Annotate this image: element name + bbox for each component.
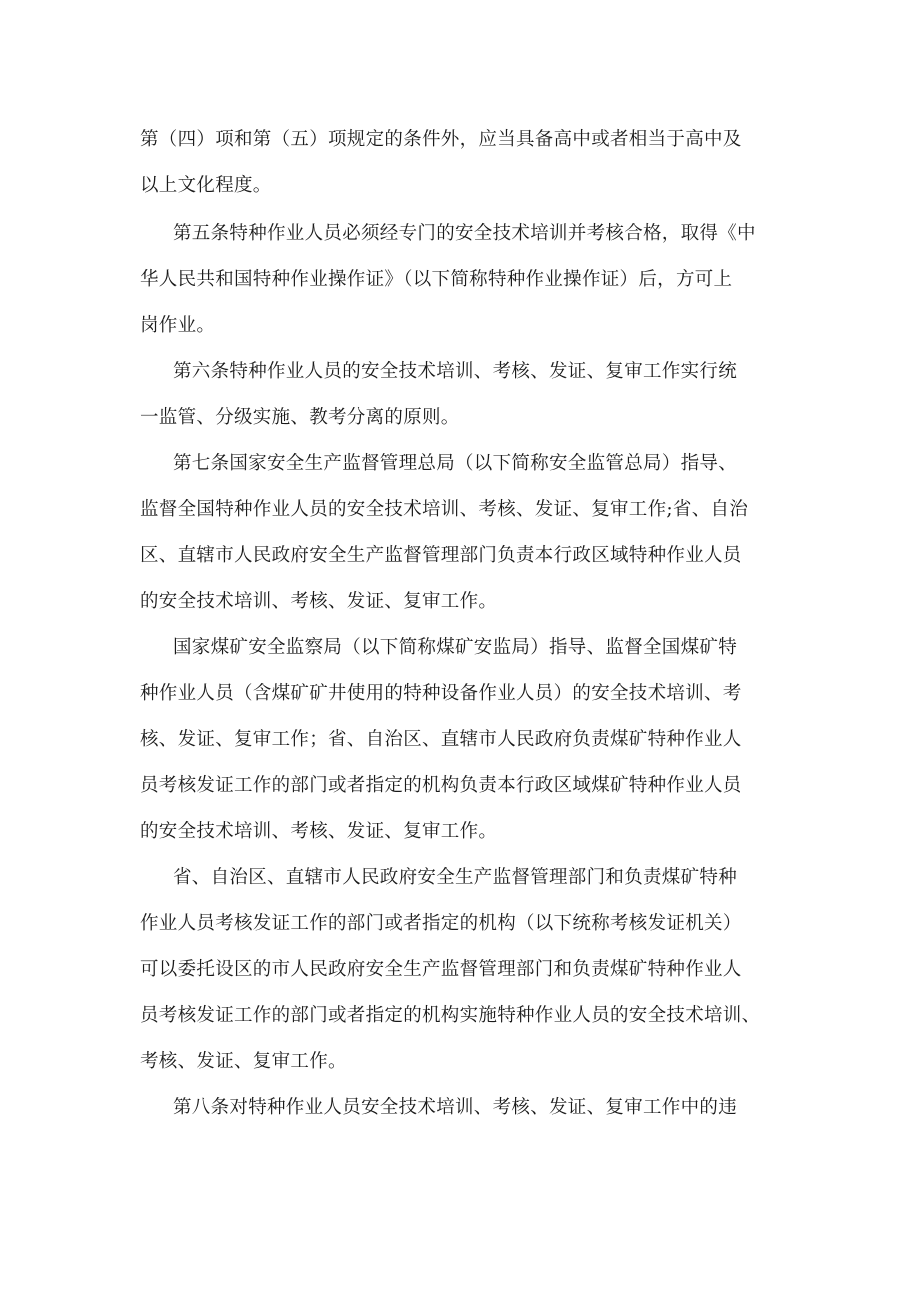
text-line: 的安全技术培训、考核、发证、复审工作。	[140, 821, 498, 842]
text-line: 员考核发证工作的部门或者指定的机构负责本行政区域煤矿特种作业人员	[140, 775, 742, 796]
paragraph-first-line: 国家煤矿安全监察局（以下简称煤矿安监局）指导、监督全国煤矿特	[173, 637, 738, 658]
paragraph-first-line: 第六条特种作业人员的安全技术培训、考核、发证、复审工作实行统	[173, 361, 738, 382]
text-line: 作业人员考核发证工作的部门或者指定的机构（以下统称考核发证机关）	[140, 913, 742, 934]
text-line: 华人民共和国特种作业操作证》（以下简称特种作业操作证）后，方可上	[140, 269, 733, 290]
paragraph-first-line: 第五条特种作业人员必须经专门的安全技术培训并考核合格，取得《中	[173, 223, 756, 244]
paragraph-first-line: 第七条国家安全生产监督管理总局（以下简称安全监管总局）指导、	[173, 453, 738, 474]
text-line: 第（四）项和第（五）项规定的条件外，应当具备高中或者相当于高中及	[140, 129, 742, 150]
paragraph-first-line: 第八条对特种作业人员安全技术培训、考核、发证、复审工作中的违	[173, 1097, 738, 1118]
paragraph-first-line: 省、自治区、直辖市人民政府安全生产监督管理部门和负责煤矿特种	[173, 867, 738, 888]
text-line: 考核、发证、复审工作。	[140, 1051, 347, 1072]
text-line: 一监管、分级实施、教考分离的原则。	[140, 407, 460, 428]
text-line: 岗作业。	[140, 315, 216, 336]
text-line: 的安全技术培训、考核、发证、复审工作。	[140, 591, 498, 612]
text-line: 以上文化程度。	[140, 175, 272, 196]
text-line: 监督全国特种作业人员的安全技术培训、考核、发证、复审工作;省、自治	[140, 499, 749, 520]
text-line: 可以委托设区的市人民政府安全生产监督管理部门和负责煤矿特种作业人	[140, 959, 742, 980]
text-line: 员考核发证工作的部门或者指定的机构实施特种作业人员的安全技术培训、	[140, 1005, 761, 1026]
text-line: 核、发证、复审工作；省、自治区、直辖市人民政府负责煤矿特种作业人	[140, 729, 742, 750]
document-body	[140, 117, 800, 1131]
text-line: 种作业人员（含煤矿矿井使用的特种设备作业人员）的安全技术培训、考	[140, 683, 742, 704]
text-line: 区、直辖市人民政府安全生产监督管理部门负责本行政区域特种作业人员	[140, 545, 742, 566]
